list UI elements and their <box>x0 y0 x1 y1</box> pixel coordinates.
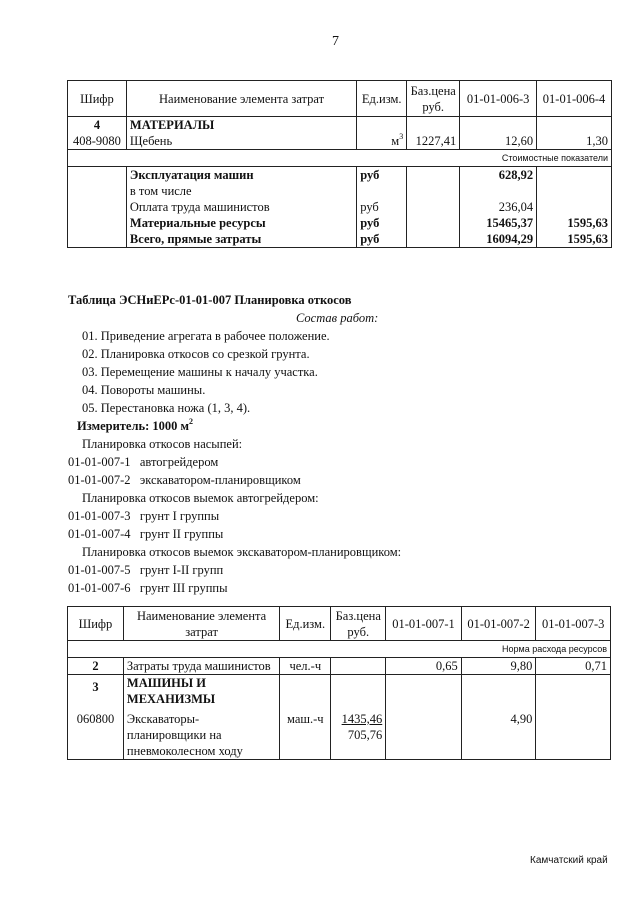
group-heading: Планировка откосов насыпей: <box>82 437 243 451</box>
group-heading: Планировка откосов выемок автогрейдером: <box>82 491 319 505</box>
t2-row2-price <box>331 658 386 675</box>
t1-row-v2: 1595,63 <box>537 215 612 231</box>
t1-subheader: Стоимостные показатели <box>68 150 612 167</box>
t1-item-name: Щебень <box>126 133 356 150</box>
t1-row-v1: 16094,29 <box>460 231 537 248</box>
t2-row2-v2: 9,80 <box>461 658 536 675</box>
t1-row-v1: 628,92 <box>460 167 537 184</box>
t2-row3-name: Экскаваторы-планировщики на пневмоколесном ходу <box>123 707 279 760</box>
t1-row-name: Оплата труда машинистов <box>126 199 356 215</box>
t1-row-name: Всего, прямые затраты <box>126 231 356 248</box>
t1-section-num: 4 <box>68 117 127 134</box>
t2-row3-v3 <box>536 707 611 760</box>
t1-section-title: МАТЕРИАЛЫ <box>126 117 356 134</box>
t2-row2-unit: чел.-ч <box>280 658 331 675</box>
work-item: 02. Планировка откосов со срезкой грунта. <box>82 347 310 361</box>
t1-item-unit: $м^3$ <box>357 133 407 150</box>
t1-header-unit: Ед.изм. <box>357 81 407 117</box>
t1-item-code: 408-9080 <box>68 133 127 150</box>
norm-item: 01-01-007-6 грунт III группы <box>68 581 228 595</box>
work-item: 05. Перестановка ножа (1, 3, 4). <box>82 401 251 415</box>
norm-item: 01-01-007-5 грунт I-II групп <box>68 563 224 577</box>
t2-header-col1: 01-01-007-1 <box>386 607 462 641</box>
t1-row-unit: руб <box>357 167 407 184</box>
page-number: 7 <box>332 34 339 49</box>
work-item: 03. Перемещение машины к началу участка. <box>82 365 318 379</box>
t2-row3-unit: маш.-ч <box>280 707 331 760</box>
t1-header-price: Баз.цена руб. <box>407 81 460 117</box>
t1-row-unit: руб <box>357 231 407 248</box>
t2-header-price: Баз.цена руб. <box>331 607 386 641</box>
t1-row-name: Материальные ресурсы <box>126 215 356 231</box>
cost-table-1 <box>67 80 612 248</box>
t1-row-v1: 15465,37 <box>460 215 537 231</box>
measure-unit: Измеритель: 1000 $м^2$ <box>77 417 194 433</box>
t1-row-name: в том числе <box>126 183 356 199</box>
t1-row-v2 <box>537 167 612 184</box>
t1-item-v1: 12,60 <box>460 133 537 150</box>
group-heading: Планировка откосов выемок экскаватором-планировщиком: <box>82 545 402 559</box>
work-item: 04. Повороты машины. <box>82 383 206 397</box>
t1-item-v2: 1,30 <box>537 133 612 150</box>
t1-item-price: 1227,41 <box>407 133 460 150</box>
t1-header-col1: 01-01-006-3 <box>460 81 537 117</box>
t1-row-unit: руб <box>357 199 407 215</box>
t1-header-code: Шифр <box>68 81 127 117</box>
t2-row3-code: 060800 <box>68 707 124 760</box>
t2-row2-v3: 0,71 <box>536 658 611 675</box>
norm-item: 01-01-007-3 грунт I группы <box>68 509 220 523</box>
work-composition-title: Состав работ: <box>296 311 379 325</box>
t2-row3-v1 <box>386 707 462 760</box>
norm-item: 01-01-007-1 автогрейдером <box>68 455 219 469</box>
t2-row2-v1: 0,65 <box>386 658 462 675</box>
t2-header-col3: 01-01-007-3 <box>536 607 611 641</box>
t1-row-name: Эксплуатация машин <box>126 167 356 184</box>
t2-subheader: Норма расхода ресурсов <box>68 641 611 658</box>
table-title: Таблица ЭСНиЕРс-01-01-007 Планировка откосов <box>68 293 352 307</box>
t1-row-unit: руб <box>357 215 407 231</box>
t2-sec3-code: 3 <box>68 675 124 708</box>
norm-item: 01-01-007-2 экскаватором-планировщиком <box>68 473 301 487</box>
t2-row2-code: 2 <box>68 658 124 675</box>
t1-row-v2: 1595,63 <box>537 231 612 248</box>
t2-sec3-title: МАШИНЫ И МЕХАНИЗМЫ <box>123 675 279 708</box>
t1-header-name: Наименование элемента затрат <box>126 81 356 117</box>
t2-header-name: Наименование элемента затрат <box>123 607 279 641</box>
t2-row2-name: Затраты труда машинистов <box>123 658 279 675</box>
t2-row3-v2: 4,90 <box>461 707 536 760</box>
t2-header-col2: 01-01-007-2 <box>461 607 536 641</box>
t2-header-unit: Ед.изм. <box>280 607 331 641</box>
t2-header-code: Шифр <box>68 607 124 641</box>
t1-row-v1: 236,04 <box>460 199 537 215</box>
work-item: 01. Приведение агрегата в рабочее положение. <box>82 329 330 343</box>
t2-row3-price: 1435,46 705,76 <box>331 707 386 760</box>
t1-header-col2: 01-01-006-4 <box>537 81 612 117</box>
norm-item: 01-01-007-4 грунт II группы <box>68 527 224 541</box>
footer-region: Камчатский край <box>530 855 608 866</box>
resource-table-2 <box>67 606 611 760</box>
